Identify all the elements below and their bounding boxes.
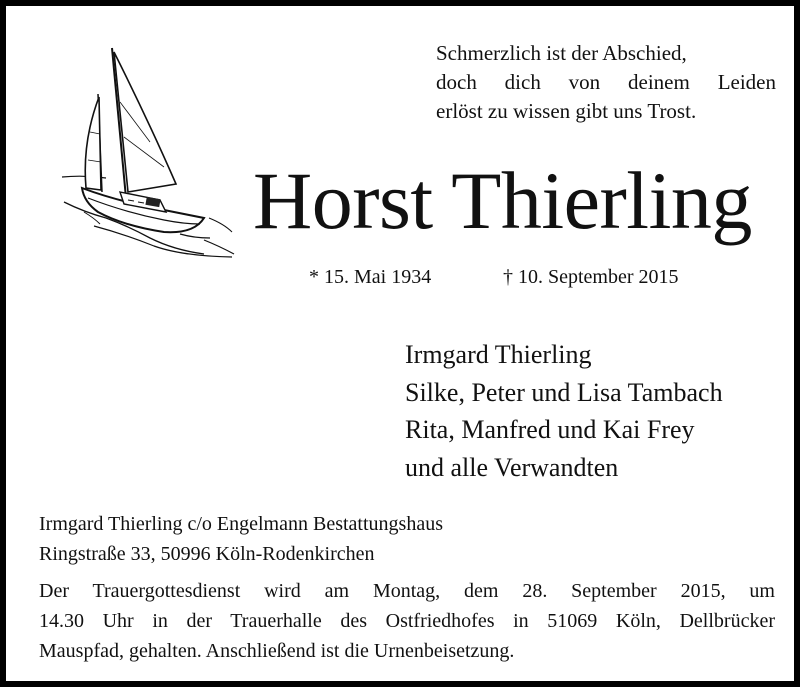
- mourner-line: Rita, Manfred und Kai Frey: [405, 415, 695, 444]
- funeral-service-info: [39, 576, 775, 666]
- mourner-line: Irmgard Thierling: [405, 340, 592, 369]
- death-date: † 10. September 2015: [503, 266, 679, 288]
- sailboat-icon: [54, 42, 244, 264]
- condolence-quote: [436, 39, 776, 126]
- mourner-line: Silke, Peter und Lisa Tambach: [405, 377, 723, 407]
- address-line: Irmgard Thierling c/o Engelmann Bestattungshaus: [39, 513, 443, 535]
- service-line: Mauspfad, gehalten. Anschließend ist die Urnenbeisetzung.: [39, 640, 515, 662]
- mourner-line: und alle Verwandten: [405, 452, 619, 482]
- birth-date: * 15. Mai 1934: [309, 266, 432, 288]
- service-line: 14.30 Uhr in der Trauerhalle des Ostfriedhofes in 51069 Köln, Dellbrücker: [39, 610, 775, 632]
- mourners-list: [405, 336, 723, 486]
- quote-line: erlöst zu wissen gibt uns Trost.: [436, 99, 697, 123]
- address-line: Ringstraße 33, 50996 Köln-Rodenkirchen: [39, 543, 375, 565]
- quote-line: doch dich von deinem Leiden: [436, 70, 776, 94]
- service-line: Der Trauergottesdienst wird am Montag, dem 28. September 2015, um: [39, 580, 775, 602]
- deceased-name: Horst Thierling: [253, 155, 752, 246]
- quote-line: Schmerzlich ist der Abschied,: [436, 41, 687, 65]
- contact-address: [39, 509, 443, 569]
